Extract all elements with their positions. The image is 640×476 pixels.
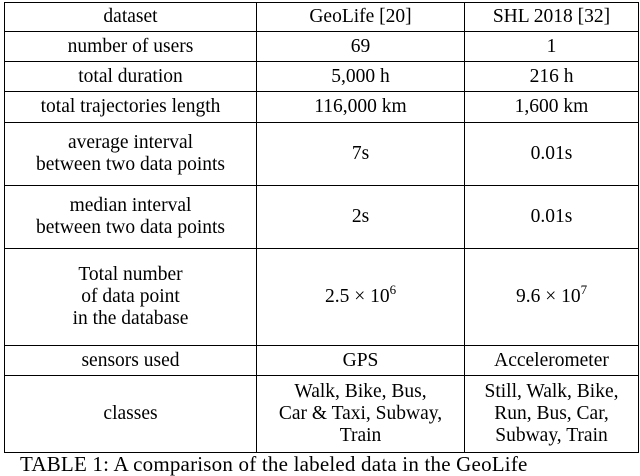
row-label <box>5 186 257 249</box>
geolife-value: 7s <box>257 123 465 186</box>
scientific-notation <box>515 282 588 307</box>
shl-value: 216 h <box>465 62 639 92</box>
row-label-line: Total number <box>78 264 183 285</box>
table-row <box>5 92 639 123</box>
table-row <box>5 32 639 62</box>
base: 10 <box>370 286 390 307</box>
mantissa: 9.6 <box>515 286 541 307</box>
geolife-value <box>257 249 465 346</box>
row-label-line: in the database <box>72 308 189 329</box>
times-sign: × <box>354 286 366 307</box>
row-label: classes <box>5 376 257 453</box>
header-geolife: GeoLife [20] <box>257 3 465 32</box>
row-label-line: between two data points <box>36 217 225 238</box>
class-line: Run, Bus, Car, <box>494 403 609 424</box>
class-line: Walk, Bike, Bus, <box>294 381 427 402</box>
row-label <box>5 123 257 186</box>
shl-value <box>465 376 639 453</box>
exponent: 6 <box>389 282 397 297</box>
geolife-value: 69 <box>257 32 465 62</box>
row-label: sensors used <box>5 346 257 376</box>
mantissa: 2.5 <box>324 286 350 307</box>
scientific-notation <box>324 282 397 307</box>
table-header-row <box>5 3 639 32</box>
geolife-value: 5,000 h <box>257 62 465 92</box>
row-label: total trajectories length <box>5 92 257 123</box>
class-line: Still, Walk, Bike, <box>484 381 619 402</box>
table-caption: TABLE 1: A comparison of the labeled data in the GeoLife <box>20 452 528 476</box>
times-sign: × <box>545 286 557 307</box>
header-shl: SHL 2018 [32] <box>465 3 639 32</box>
shl-value: 0.01s <box>465 123 639 186</box>
row-label-line: of data point <box>81 286 180 307</box>
class-line: Car & Taxi, Subway, <box>278 403 443 424</box>
shl-value: 1,600 km <box>465 92 639 123</box>
geolife-value: GPS <box>257 346 465 376</box>
table-row <box>5 249 639 346</box>
table-row <box>5 123 639 186</box>
shl-value: 0.01s <box>465 186 639 249</box>
table-row <box>5 62 639 92</box>
shl-value: 1 <box>465 32 639 62</box>
shl-value <box>465 249 639 346</box>
table-row <box>5 186 639 249</box>
table-row <box>5 346 639 376</box>
class-line: Subway, Train <box>495 425 608 446</box>
row-label-line: median interval <box>69 195 192 216</box>
row-label: total duration <box>5 62 257 92</box>
comparison-table <box>4 2 639 453</box>
base: 10 <box>561 286 581 307</box>
geolife-value: 116,000 km <box>257 92 465 123</box>
exponent: 7 <box>580 282 588 297</box>
shl-value: Accelerometer <box>465 346 639 376</box>
row-label <box>5 249 257 346</box>
geolife-value: 2s <box>257 186 465 249</box>
row-label-line: average interval <box>67 132 194 153</box>
table-row <box>5 376 639 453</box>
geolife-value <box>257 376 465 453</box>
row-label: number of users <box>5 32 257 62</box>
row-label-line: between two data points <box>36 154 225 175</box>
header-dataset: dataset <box>5 3 257 32</box>
class-line: Train <box>339 425 382 446</box>
